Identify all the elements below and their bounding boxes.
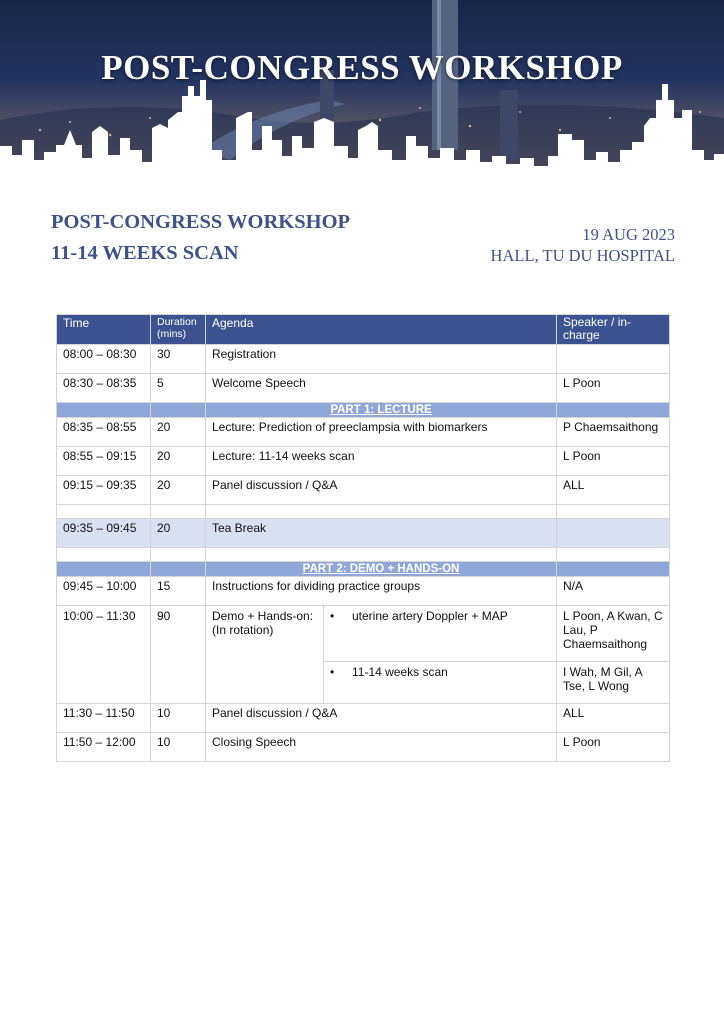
cell-speaker: L Poon: [557, 374, 670, 403]
table-row: [57, 476, 670, 505]
bullet-icon: •: [330, 609, 335, 623]
table-header-row: [57, 315, 670, 345]
table-row-tea-break: [57, 519, 670, 548]
table-row: [57, 704, 670, 733]
cell-time: 08:55 – 09:15: [57, 447, 151, 476]
cell-speaker: I Wah, M Gil, A Tse, L Wong: [557, 662, 670, 704]
cell-time: 10:00 – 11:30: [57, 606, 151, 704]
heading-title: POST-CONGRESS WORKSHOP: [51, 211, 351, 233]
cell-time: 11:50 – 12:00: [57, 733, 151, 762]
cell-agenda: Panel discussion / Q&A: [206, 704, 557, 733]
cell-duration: 30: [151, 345, 206, 374]
event-info: [491, 224, 675, 266]
table-row: [57, 418, 670, 447]
header-banner: [0, 0, 724, 190]
cell-agenda: Welcome Speech: [206, 374, 557, 403]
header-agenda: Agenda: [206, 315, 557, 345]
event-date: 19 AUG 2023: [582, 225, 675, 244]
cell-duration: 10: [151, 704, 206, 733]
cell-time: 09:45 – 10:00: [57, 577, 151, 606]
agenda-table: [56, 314, 670, 762]
cell-time: 08:35 – 08:55: [57, 418, 151, 447]
cell-duration: 90: [151, 606, 206, 704]
cell-speaker: N/A: [557, 577, 670, 606]
section-title-part1: PART 1: LECTURE: [206, 403, 557, 418]
cell-agenda: Closing Speech: [206, 733, 557, 762]
cell-duration: 10: [151, 733, 206, 762]
section-row-part1: [57, 403, 670, 418]
cell-sub-agenda: [324, 606, 557, 662]
cell-agenda: Registration: [206, 345, 557, 374]
cell-duration: 5: [151, 374, 206, 403]
cell-time: 11:30 – 11:50: [57, 704, 151, 733]
cell-duration: 20: [151, 418, 206, 447]
cell-time: 09:15 – 09:35: [57, 476, 151, 505]
heading-subtitle: 11-14 WEEKS SCAN: [51, 242, 239, 264]
event-venue: HALL, TU DU HOSPITAL: [490, 246, 675, 265]
cell-duration: 20: [151, 447, 206, 476]
header-time: Time: [57, 315, 151, 345]
table-row: [57, 345, 670, 374]
table-row: [57, 577, 670, 606]
header-duration: Duration (mins): [151, 315, 206, 345]
cell-agenda: Lecture: 11-14 weeks scan: [206, 447, 557, 476]
cell-duration: 15: [151, 577, 206, 606]
cell-duration: 20: [151, 476, 206, 505]
cell-speaker: ALL: [557, 704, 670, 733]
table-row-demo: [57, 606, 670, 662]
table-row: [57, 374, 670, 403]
cell-speaker: L Poon, A Kwan, C Lau, P Chaemsaithong: [557, 606, 670, 662]
cell-speaker: [557, 345, 670, 374]
sub-agenda-text: 11-14 weeks scan: [352, 665, 448, 679]
spacer-row: [57, 548, 670, 562]
cell-duration: 20: [151, 519, 206, 548]
bullet-icon: •: [330, 665, 335, 679]
cell-agenda: Instructions for dividing practice groups: [206, 577, 557, 606]
cell-speaker: L Poon: [557, 447, 670, 476]
spacer-row: [57, 505, 670, 519]
section-title-part2: PART 2: DEMO + HANDS-ON: [206, 562, 557, 577]
cell-agenda: Lecture: Prediction of preeclampsia with biomarkers: [206, 418, 557, 447]
cell-agenda: Demo + Hands-on: (In rotation): [206, 606, 324, 704]
cell-speaker: ALL: [557, 476, 670, 505]
cell-agenda: Tea Break: [206, 519, 557, 548]
cell-time: 09:35 – 09:45: [57, 519, 151, 548]
cell-agenda: Panel discussion / Q&A: [206, 476, 557, 505]
header-speaker: Speaker / in-charge: [557, 315, 670, 345]
sub-agenda-text: uterine artery Doppler + MAP: [352, 609, 508, 623]
document-heading: [51, 207, 350, 269]
cell-time: 08:00 – 08:30: [57, 345, 151, 374]
cell-time: 08:30 – 08:35: [57, 374, 151, 403]
cell-speaker: L Poon: [557, 733, 670, 762]
cell-speaker: P Chaemsaithong: [557, 418, 670, 447]
city-skyline-image: [0, 0, 724, 190]
cell-speaker: [557, 519, 670, 548]
table-row: [57, 733, 670, 762]
table-row: [57, 447, 670, 476]
section-row-part2: [57, 562, 670, 577]
banner-title: POST-CONGRESS WORKSHOP: [101, 48, 623, 87]
cell-sub-agenda: [324, 662, 557, 704]
